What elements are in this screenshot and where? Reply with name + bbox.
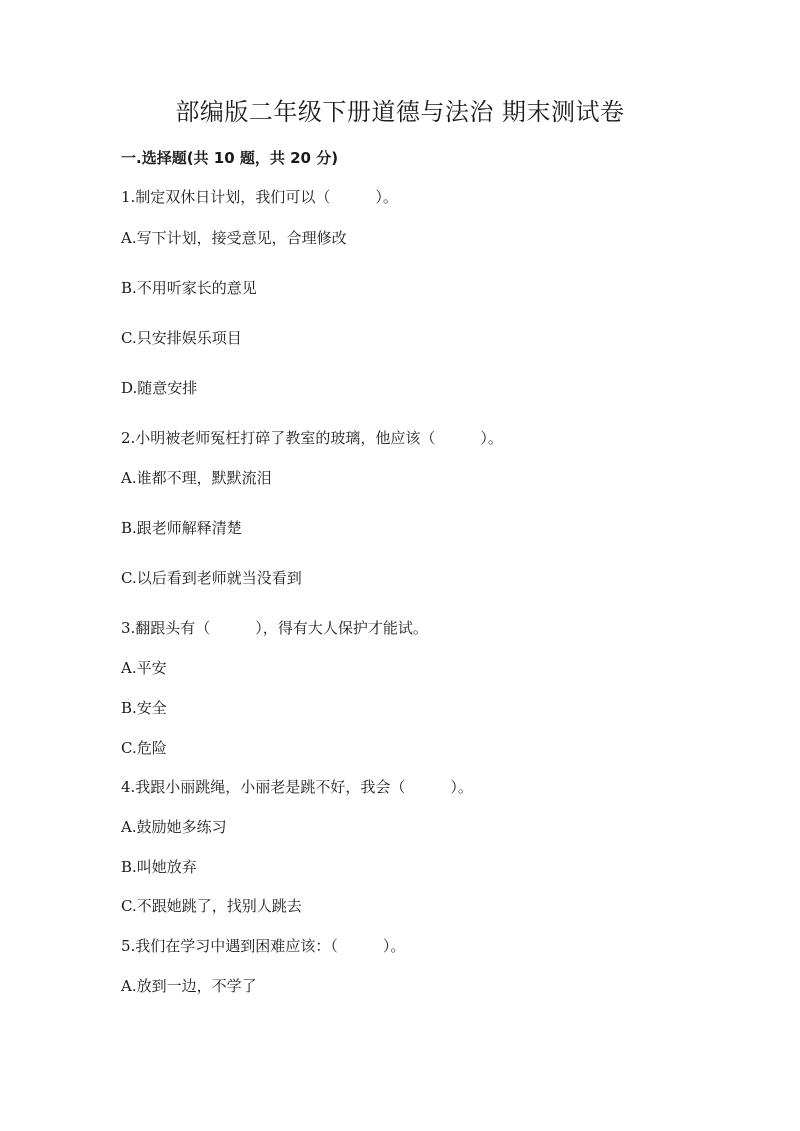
- exam-title: 部编版二年级下册道德与法治 期末测试卷: [175, 98, 625, 126]
- question-2-stem: 2.小明被老师冤枉打碎了教室的玻璃，他应该（ ）。: [121, 429, 503, 447]
- question-4-option-a: A.鼓励她多练习: [121, 818, 227, 836]
- question-2-option-b: B.跟老师解释清楚: [121, 519, 242, 537]
- question-4-stem: 4.我跟小丽跳绳，小丽老是跳不好，我会（ ）。: [121, 778, 473, 796]
- question-2-option-c: C.以后看到老师就当没看到: [121, 569, 302, 587]
- question-2-option-a: A.谁都不理，默默流泪: [121, 469, 272, 487]
- question-3-option-a: A.平安: [121, 659, 167, 677]
- question-1-option-b: B.不用听家长的意见: [121, 279, 257, 297]
- question-3-stem: 3.翻跟头有（ ），得有大人保护才能试。: [121, 619, 428, 637]
- question-1-stem: 1.制定双休日计划，我们可以（ ）。: [121, 188, 398, 206]
- question-3-option-c: C.危险: [121, 739, 167, 757]
- question-1-option-a: A.写下计划，接受意见，合理修改: [121, 229, 347, 247]
- question-5-stem: 5.我们在学习中遇到困难应该：（ ）。: [121, 937, 406, 955]
- question-4-option-c: C.不跟她跳了，找别人跳去: [121, 897, 302, 915]
- question-4-option-b: B.叫她放弃: [121, 858, 197, 876]
- question-5-option-a: A.放到一边，不学了: [121, 977, 257, 995]
- question-3-option-b: B.安全: [121, 699, 167, 717]
- section-heading: 一.选择题(共 10 题，共 20 分): [121, 149, 339, 167]
- question-1-option-d: D.随意安排: [121, 379, 198, 397]
- question-1-option-c: C.只安排娱乐项目: [121, 329, 242, 347]
